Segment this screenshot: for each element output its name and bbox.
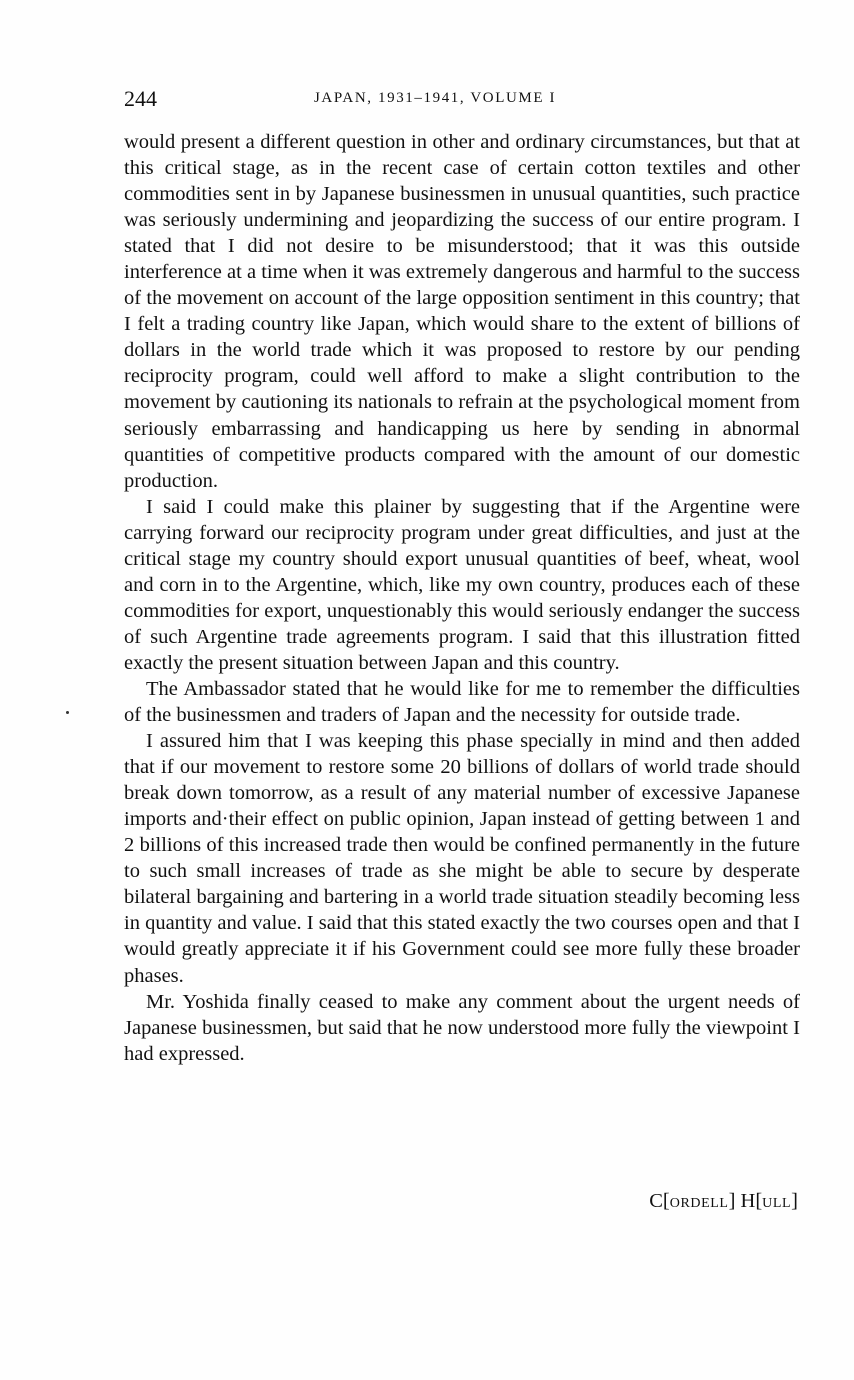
paragraph-5: Mr. Yoshida finally ceased to make any comment about the urgent needs of Japanese businessmen, but said that he now understood more fully the viewpoint I had expressed.: [124, 990, 800, 1065]
running-title: JAPAN, 1931–1941, VOLUME I: [314, 90, 557, 106]
signature-rest-last: ULL: [762, 1196, 792, 1211]
paragraph-3: The Ambassador stated that he would like for me to remember the difficulties of the businessmen and traders of Japan and the necessity for outside trade.: [124, 677, 800, 727]
signature-initial-last: H: [740, 1190, 756, 1212]
signature: C[ORDELL] H[ULL]: [649, 1190, 798, 1212]
signature-initial-first: C: [649, 1190, 663, 1212]
paragraph-2: I said I could make this plainer by suggesting that if the Argentine were carrying forward our reciprocity program under great difficulties, and just at the critical stage my country should export unusual quantities of beef, wheat, wool and corn in to the Argentine, which, like my own country, produces each of these commodities for export, unquestionably this would seriously endanger the success of such Argentine trade agreements program. I said that this illustration fitted exactly the present situation between Japan and this country.: [124, 495, 800, 674]
signature-rest-first: ORDELL: [669, 1196, 729, 1211]
margin-mark: [66, 711, 69, 714]
paragraph-4: I assured him that I was keeping this phase specially in mind and then added that if our movement to restore some 20 billions of dollars of world trade should break down tomorrow, as a result of any material number of excessive Japanese imports and·their effect on public opinion, Japan instead of getting between 1 and 2 billions of this increased trade then would be confined permanently in the future to such small increases of trade as she might be able to secure by desperate bilateral bargaining and bartering in a world trade situation steadily becoming less in quantity and value. I said that this stated exactly the two courses open and that I would greatly appreciate it if his Government could see more fully these broader phases.: [124, 730, 800, 987]
paragraph-1: would present a different question in other and ordinary circumstances, but that at this critical stage, as in the recent case of certain cotton textiles and other commodities sent in by Japanese businessmen in unusual quantities, such practice was seriously undermining and jeopardizing the success of our entire program. I stated that I did not desire to be misunderstood; that it was this outside interference at a time when it was extremely dangerous and harmful to the success of the movement on account of the large opposition sentiment in this country; that I felt a trading country like Japan, which would share to the extent of billions of dollars in the world trade which it was proposed to restore by our pending reciprocity program, could well afford to make a slight contribution to the movement by cautioning its nationals to refrain at the psychological moment from seriously embarrassing and handicapping us here by sending in abnormal quantities of competitive products compared with the amount of our domestic production.: [124, 131, 800, 492]
page-number: 244: [124, 86, 157, 111]
page-header: [124, 86, 800, 112]
body-text: [124, 129, 800, 1067]
